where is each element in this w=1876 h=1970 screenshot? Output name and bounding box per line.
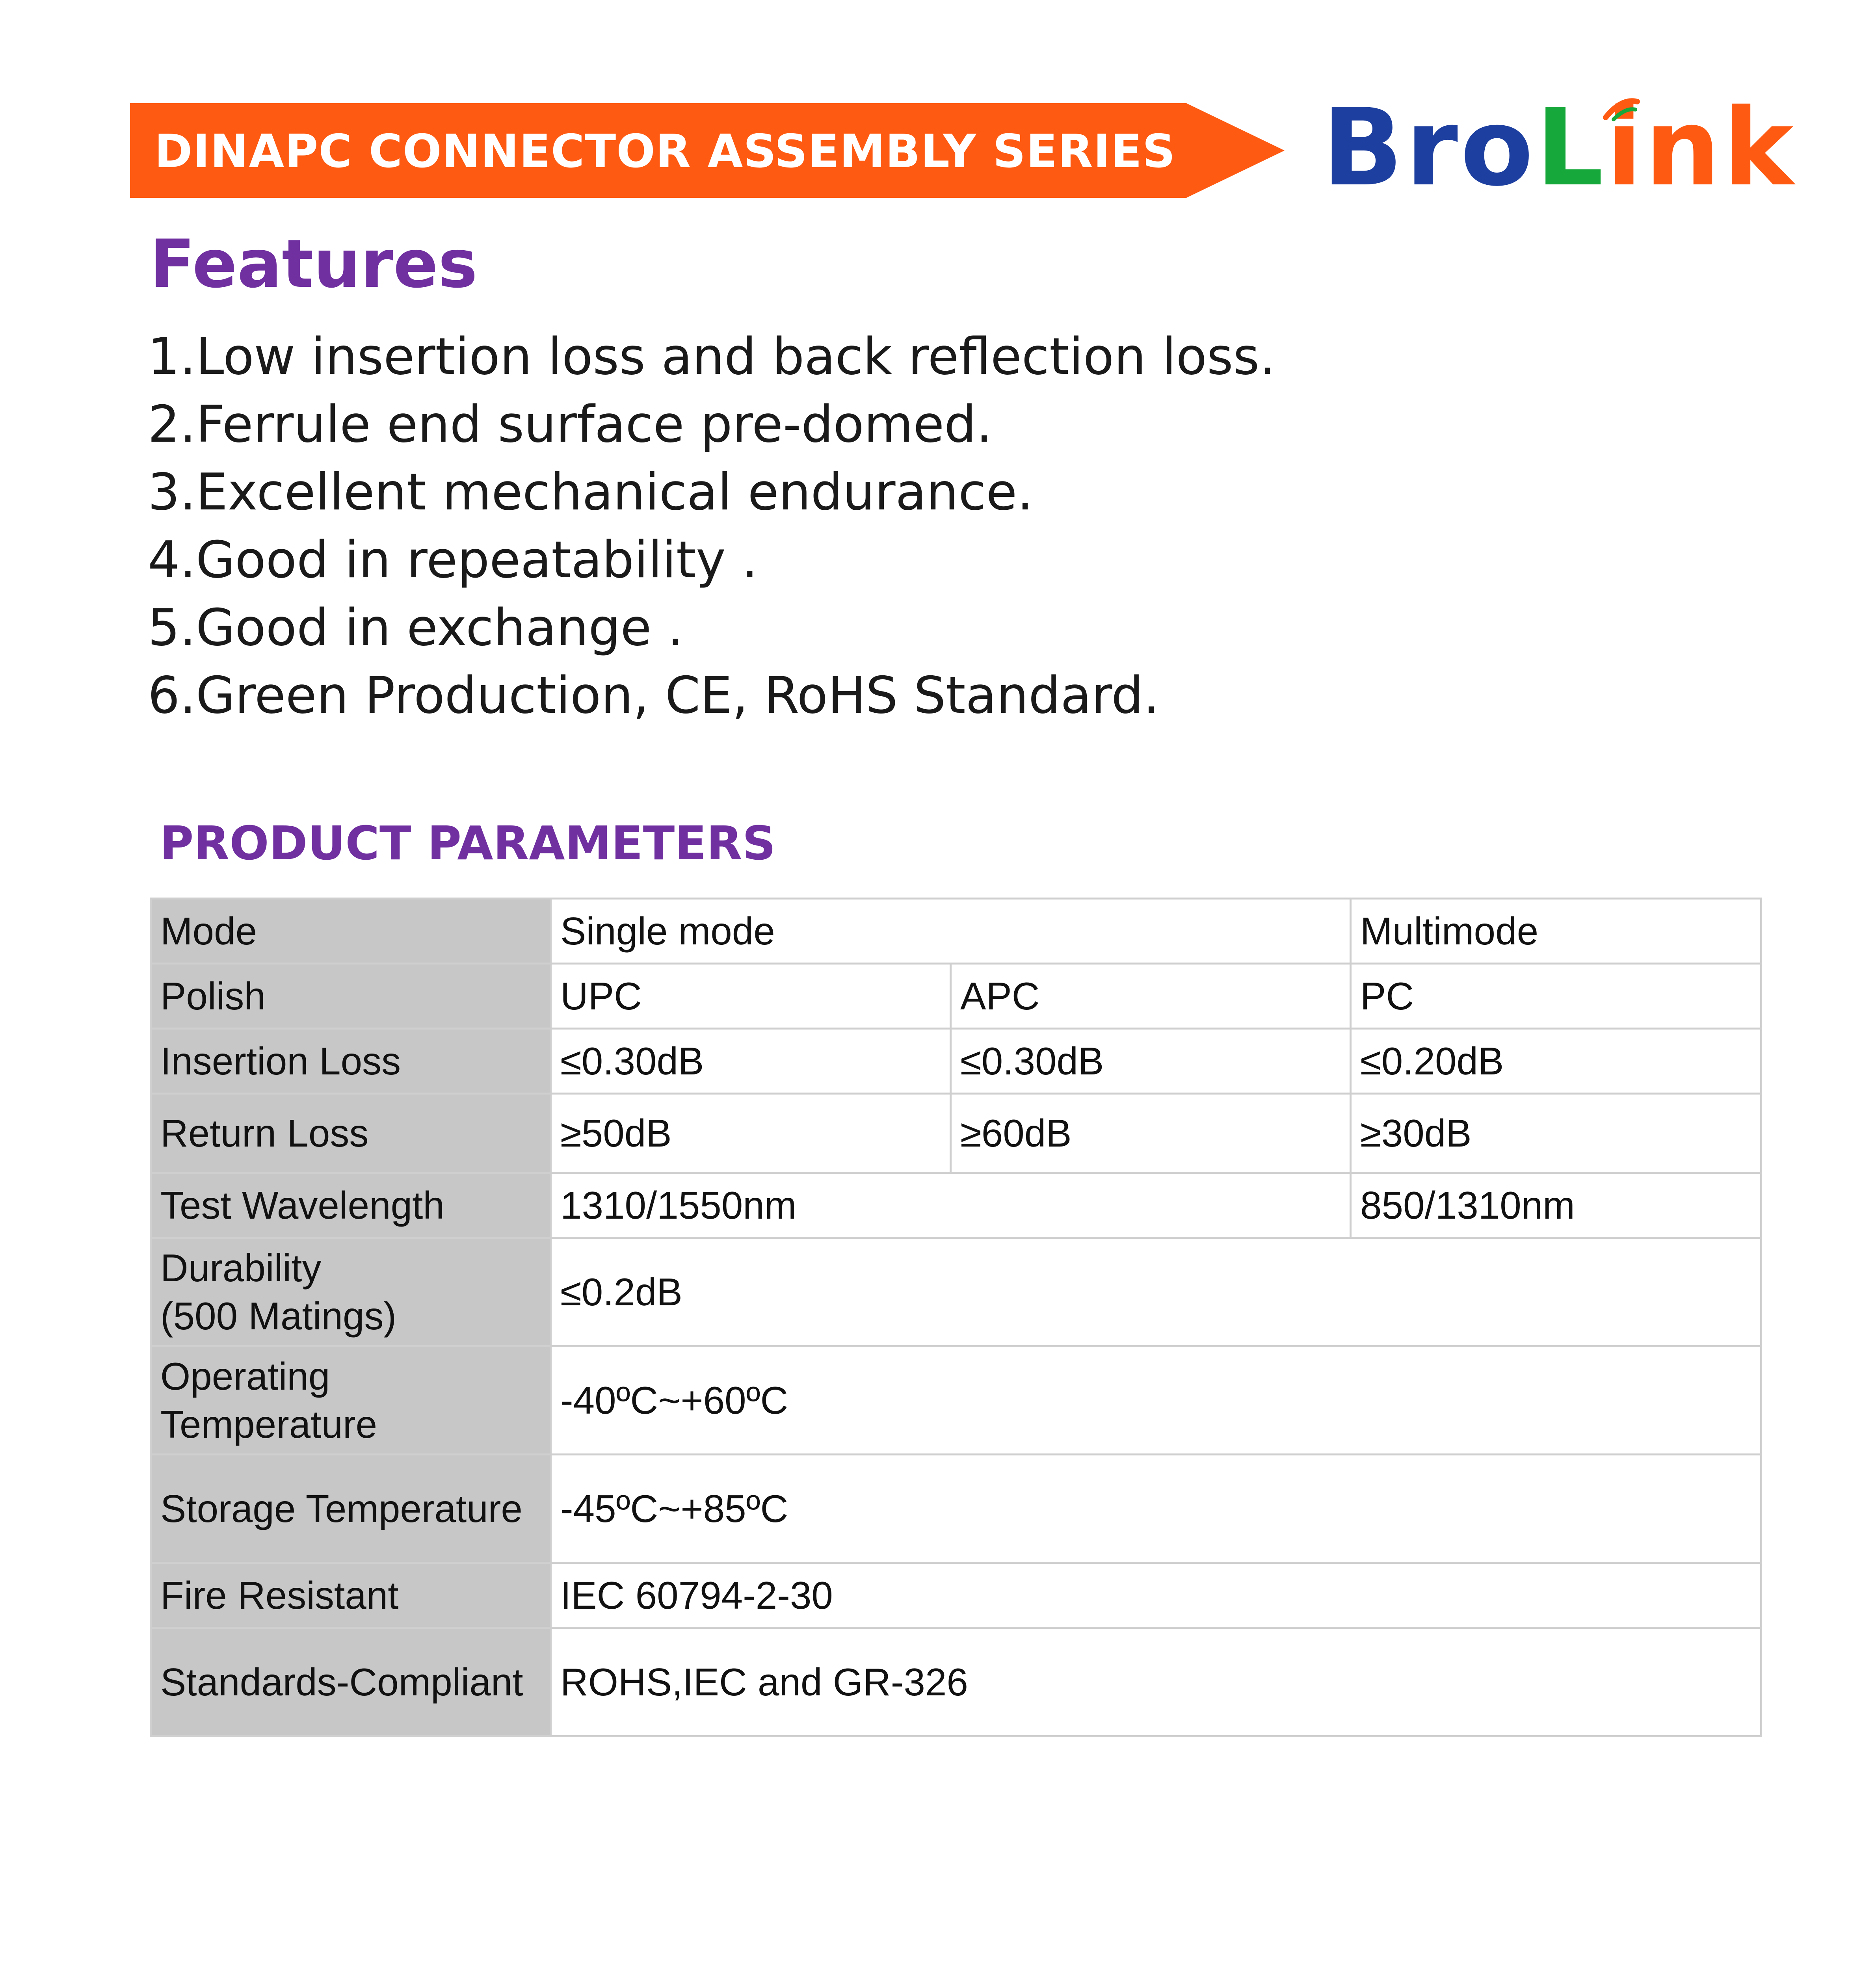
cell-apc: ≥60dB xyxy=(951,1094,1351,1173)
table-row-fire-resistant xyxy=(151,1563,1761,1628)
parameters-table xyxy=(150,898,1762,1737)
feature-item: 4.Good in repeatability . xyxy=(148,531,758,589)
table-row-return-loss xyxy=(151,1094,1761,1173)
cell-multimode: 850/1310nm xyxy=(1351,1173,1761,1238)
row-label: Fire Resistant xyxy=(151,1563,551,1628)
row-label: Durability (500 Matings) xyxy=(151,1238,551,1346)
feature-item: 6.Green Production, CE, RoHS Standard. xyxy=(148,666,1160,725)
row-label: Standards-Compliant xyxy=(151,1628,551,1736)
cell-multimode: Multimode xyxy=(1351,899,1761,964)
feature-item: 5.Good in exchange . xyxy=(148,598,684,657)
table-row-operating-temperature xyxy=(151,1346,1761,1455)
cell-value: ROHS,IEC and GR-326 xyxy=(551,1628,1761,1736)
feature-item: 3.Excellent mechanical endurance. xyxy=(148,463,1033,522)
cell-pc: ≤0.20dB xyxy=(1351,1029,1761,1094)
cell-pc: PC xyxy=(1351,964,1761,1029)
cell-pc: ≥30dB xyxy=(1351,1094,1761,1173)
row-label: Operating Temperature xyxy=(151,1346,551,1455)
row-label: Insertion Loss xyxy=(151,1029,551,1094)
cell-upc: UPC xyxy=(551,964,951,1029)
signal-arc-icon xyxy=(1598,94,1645,121)
row-label: Mode xyxy=(151,899,551,964)
row-label: Test Wavelength xyxy=(151,1173,551,1238)
row-label: Return Loss xyxy=(151,1094,551,1173)
cell-apc: APC xyxy=(951,964,1351,1029)
cell-value: -40ºC~+60ºC xyxy=(551,1346,1761,1455)
table-row-polish xyxy=(151,964,1761,1029)
row-label: Polish xyxy=(151,964,551,1029)
cell-apc: ≤0.30dB xyxy=(951,1029,1351,1094)
features-heading: Features xyxy=(150,225,478,303)
table-row-insertion-loss xyxy=(151,1029,1761,1094)
cell-upc: ≥50dB xyxy=(551,1094,951,1173)
table-row-mode xyxy=(151,899,1761,964)
cell-upc: ≤0.30dB xyxy=(551,1029,951,1094)
header-title: DINAPC CONNECTOR ASSEMBLY SERIES xyxy=(154,125,1176,178)
cell-value: ≤0.2dB xyxy=(551,1238,1761,1346)
feature-item: 1.Low insertion loss and back reflection loss. xyxy=(148,327,1275,386)
row-label: Storage Temperature xyxy=(151,1455,551,1563)
features-list xyxy=(148,323,1275,730)
cell-value: -45ºC~+85ºC xyxy=(551,1455,1761,1563)
table-row-standards-compliant xyxy=(151,1628,1761,1736)
table-row-durability xyxy=(151,1238,1761,1346)
table-row-test-wavelength xyxy=(151,1173,1761,1238)
table-row-storage-temperature xyxy=(151,1455,1761,1563)
brolink-logo: BroLink xyxy=(1322,85,1796,210)
parameters-heading: PRODUCT PARAMETERS xyxy=(160,816,776,870)
feature-item: 2.Ferrule end surface pre-domed. xyxy=(148,395,993,454)
cell-value: IEC 60794-2-30 xyxy=(551,1563,1761,1628)
cell-single-mode: 1310/1550nm xyxy=(551,1173,1351,1238)
cell-single-mode: Single mode xyxy=(551,899,1351,964)
